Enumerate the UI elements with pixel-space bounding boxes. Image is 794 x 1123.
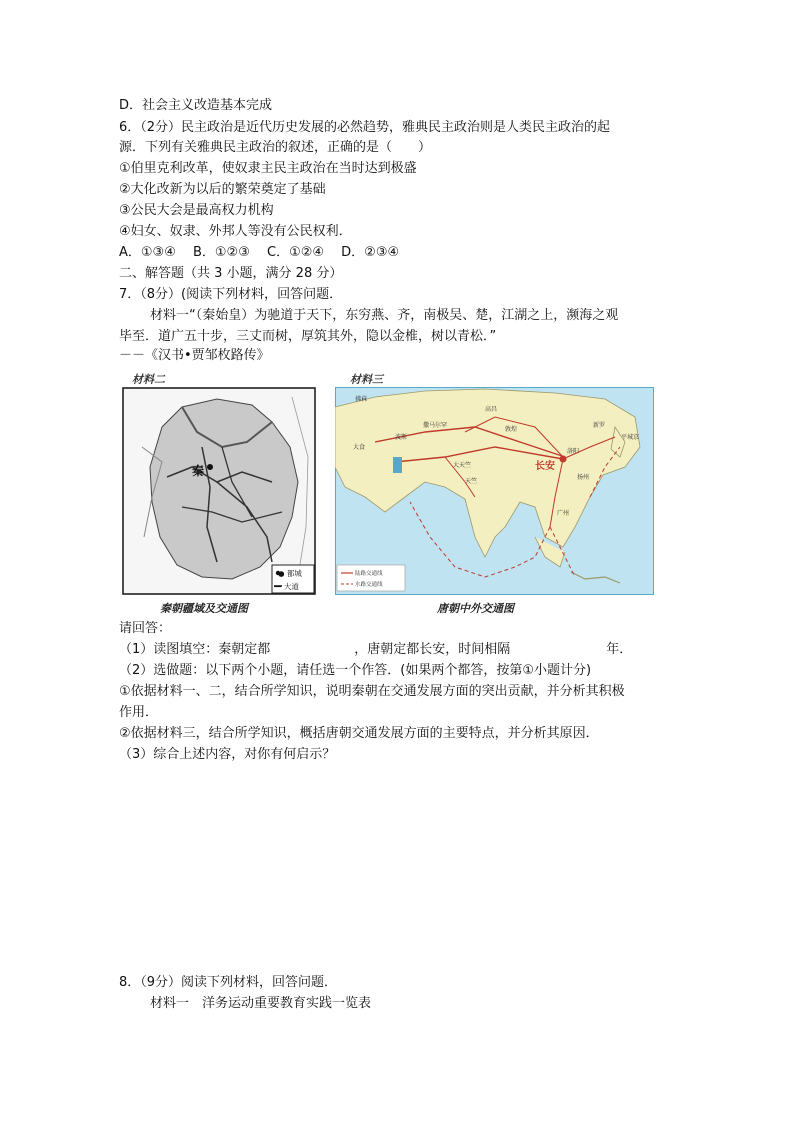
tang-map-place-2: 大食 [353, 444, 366, 451]
tang-map-place-11: 平城京 [621, 434, 640, 441]
tang-map-legend-land: 陆路交通线 [355, 571, 383, 577]
q7-sub2: （2）选做题：以下两个小题，请任选一个作答．(如果两个都答，按第①小题计分) [119, 663, 592, 678]
tang-map-place-1: 拂菻 [355, 396, 368, 403]
qin-map-legend-road: — 大道 [274, 582, 299, 591]
tang-map-legend-sea: 水路交通线 [355, 582, 383, 588]
tang-map-place-4: 撒马尔罕 [423, 422, 448, 429]
map2-caption: 秦朝疆域及交通图 [160, 602, 248, 615]
map2-label: 材料二 [132, 373, 165, 386]
q6-item-2: ②大化改新为以后的繁荣奠定了基础 [119, 182, 326, 197]
qin-map [122, 387, 316, 595]
qin-map-legend-capital: ● 都城 [278, 569, 302, 578]
q7-sub3: （3）综合上述内容，对你有何启示？ [119, 747, 336, 762]
q7-source: －－《汉书•贾邹枚路传》 [119, 348, 270, 363]
q7-prompt: 请回答： [119, 621, 172, 636]
q5-option-d: D．社会主义改造基本完成 [119, 98, 273, 113]
tang-map-place-9: 洛阳 [567, 448, 580, 455]
tang-map-place-6: 天竺 [465, 478, 478, 485]
q8-stem: 8．（9分）阅读下列材料，回答问题． [119, 975, 338, 990]
tang-map [335, 387, 654, 595]
q7-sub1 [119, 641, 632, 659]
q6-stem-line1: 6．（2分）民主政治是近代历史发展的必然趋势，雅典民主政治则是人类民主政治的起 [119, 120, 611, 135]
q7-sub2-option1-line1: ①依据材料一、二，结合所学知识，说明秦朝在交通发展方面的突出贡献，并分析其积极 [119, 684, 625, 699]
tang-map-place-5: 大天竺 [453, 462, 472, 469]
q7-stem: 7．（8分）(阅读下列材料，回答问题． [119, 287, 343, 302]
q7-material1-line1: 材料一“（秦始皇）为驰道于天下，东穷燕、齐，南极吴、楚，江湖之上，濒海之观 [150, 308, 619, 323]
q6-stem-line2: 源．下列有关雅典民主政治的叙述，正确的是（ ） [119, 140, 432, 155]
tang-map-place-3: 波斯 [395, 434, 408, 441]
tang-map-place-12: 新罗 [593, 422, 606, 429]
q7-sub1-part-c: 年． [606, 642, 633, 657]
qin-map-graphic [122, 387, 316, 595]
tang-map-place-10: 扬州 [577, 474, 590, 481]
q6-options: A．①③④ B．①②③ C．①②④ D．②③④ [119, 245, 400, 260]
tang-map-graphic [335, 387, 654, 595]
q7-material1-line2: 毕至．道广五十步，三丈而树，厚筑其外，隐以金椎，树以青松．” [119, 329, 497, 344]
tang-map-place-13: 广州 [557, 510, 570, 517]
qin-map-center-text: 秦 [192, 464, 205, 478]
q7-sub1-part-a: （1）读图填空：秦朝定都 [119, 642, 271, 657]
tang-map-place-8: 敦煌 [505, 426, 518, 433]
q6-item-4: ④妇女、奴隶、外邦人等没有公民权利． [119, 224, 352, 239]
map3-label: 材料三 [350, 373, 383, 386]
q7-sub1-part-b: ，唐朝定都长安，时间相隔 [354, 642, 511, 657]
tang-map-place-7: 高昌 [485, 406, 498, 413]
section-2-heading: 二、解答题（共 3 小题，满分 28 分） [119, 266, 343, 281]
map3-caption: 唐朝中外交通图 [437, 602, 514, 615]
q6-item-1: ①伯里克利改革，使奴隶主民主政治在当时达到极盛 [119, 161, 417, 176]
q6-item-3: ③公民大会是最高权力机构 [119, 203, 274, 218]
q7-sub2-option1-line2: 作用． [119, 705, 159, 720]
q8-material1: 材料一 洋务运动重要教育实践一览表 [150, 996, 372, 1011]
q7-sub2-option2: ②依据材料三，结合所学知识，概括唐朝交通发展方面的主要特点，并分析其原因． [119, 726, 599, 741]
tang-map-capital: 长安 [535, 461, 555, 472]
